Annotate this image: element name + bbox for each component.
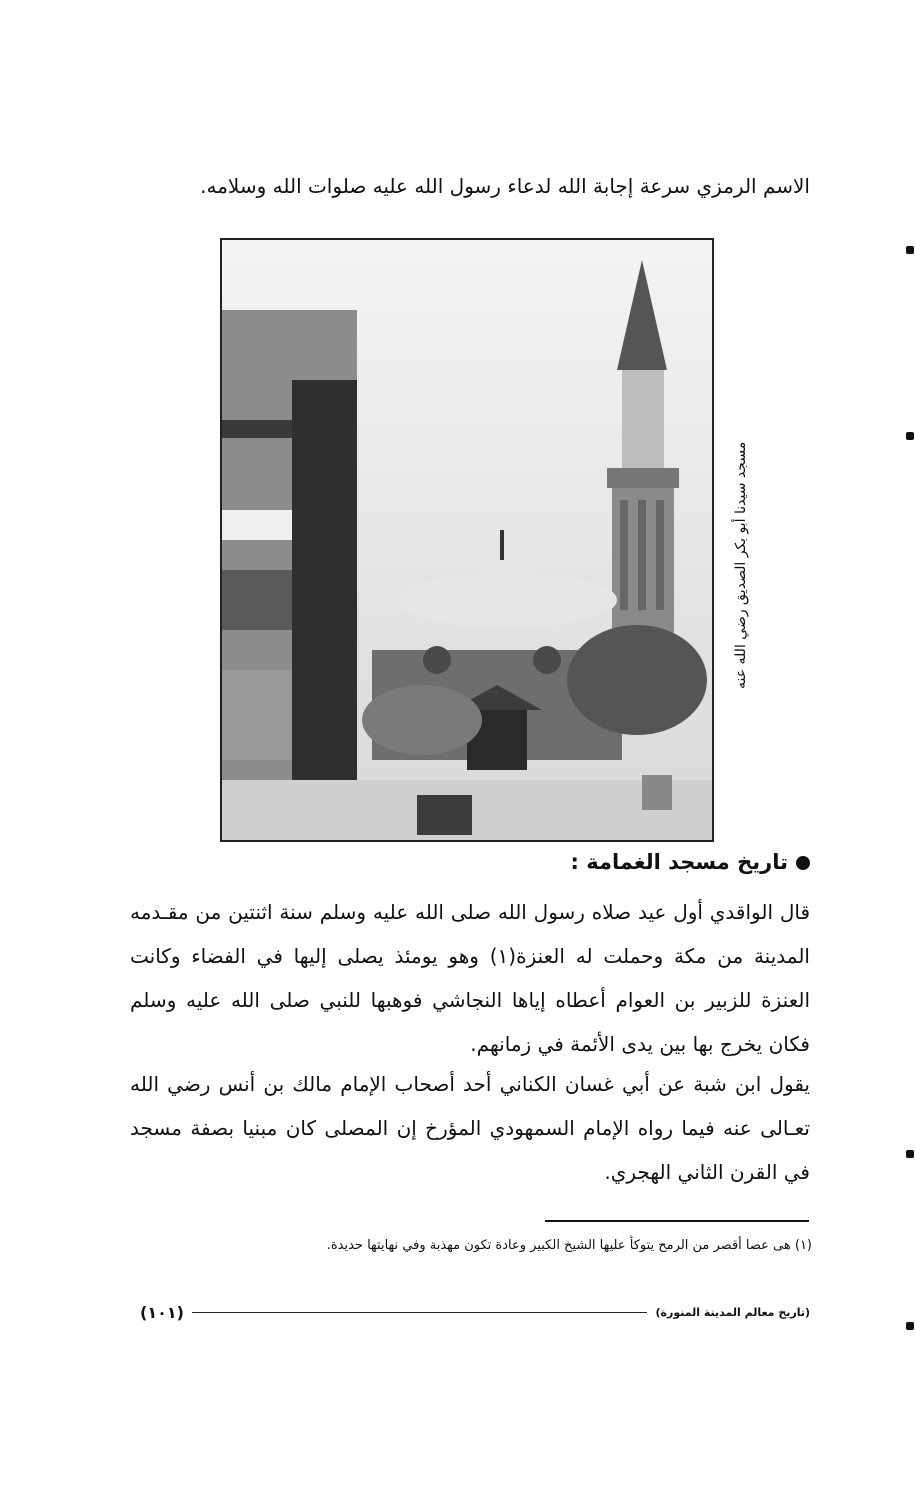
footnote-divider	[545, 1220, 809, 1222]
bullet-icon	[796, 856, 810, 870]
opening-line: الاسم الرمزي سرعة إجابة الله لدعاء رسول الله عليه صلوات الله وسلامه.	[200, 174, 810, 198]
footer-book-title: (تاريخ معالم المدينة المنورة)	[655, 1305, 810, 1319]
scan-mark	[906, 246, 914, 254]
mosque-photo-image	[222, 240, 712, 840]
section-heading	[540, 850, 810, 874]
footer-rule	[192, 1312, 648, 1313]
scan-mark	[906, 1322, 914, 1330]
page-number: (١٠١)	[140, 1302, 184, 1322]
photo-caption: مسجد سيدنا أبو بكر الصديق رضي الله عنه	[733, 441, 749, 689]
running-footer	[140, 1301, 810, 1323]
mosque-photo	[220, 238, 714, 842]
paragraph-1: قال الواقدي أول عيد صلاه رسول الله صلى الله عليه وسلم سنة اثنتين من مقـدمه المدينة من مكة وحملت له العنزة(١) وهو يومئذ يصلى إليها في الفضاء وكانت العنزة للزبير بن العوام أعطاه إياها النجاشي فوهبها للنبي صلى الله عليه وسلم فكان يخرج بها بين يدى الأئمة في زمانهم.	[130, 900, 810, 1056]
footnote: (١) هى عصا أقصر من الرمح يتوكأ عليها الشيخ الكبير وعادة تكون مهذبة وفي نهايتها حديدة.	[326, 1238, 812, 1253]
section-heading-text: تاريخ مسجد الغمامة :	[570, 850, 788, 874]
scan-mark	[906, 1150, 914, 1158]
scan-mark	[906, 432, 914, 440]
paragraph-2: يقول ابن شبة عن أبي غسان الكناني أحد أصحاب الإمام مالك بن أنس رضي الله تعـالى عنه فيما رواه الإمام السمهودي المؤرخ إن المصلى كان مبنيا بصفة مسجد في القرن الثاني الهجري.	[130, 1072, 810, 1184]
